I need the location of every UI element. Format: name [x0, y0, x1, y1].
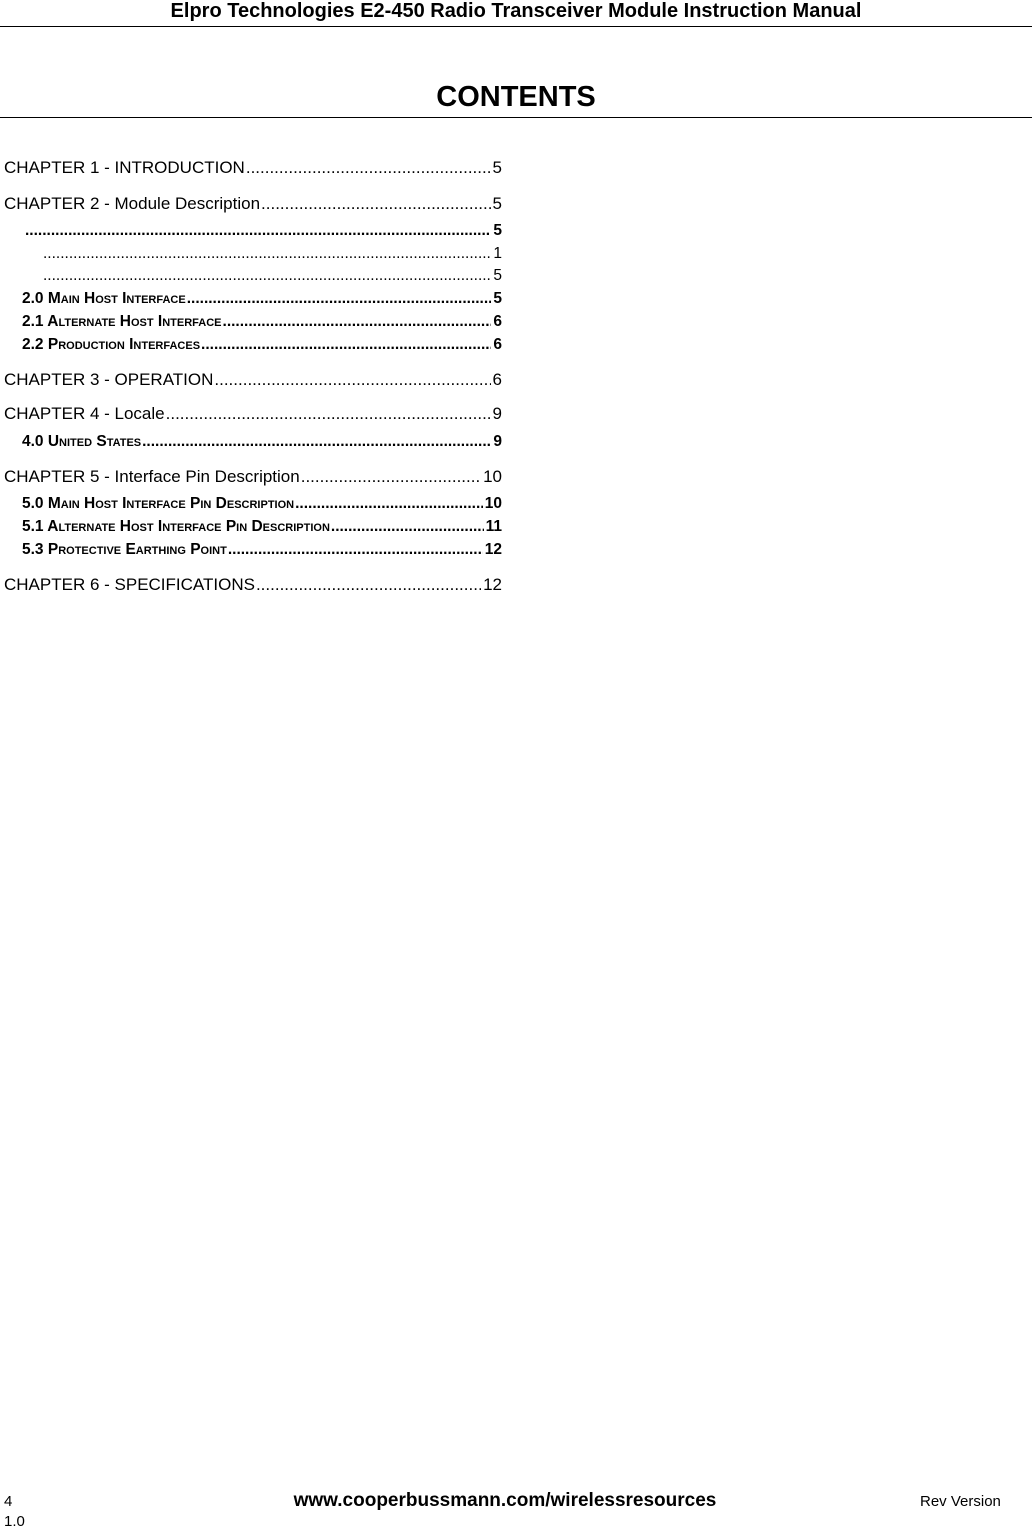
toc-entry-blank[interactable]: ..... 5	[42, 267, 502, 285]
toc-entry-section-5-3[interactable]: 5.3 Protective Earthing Point ..... 12	[22, 541, 502, 559]
toc-entry-section-2-0[interactable]: 2.0 Main Host Interface ..... 5	[22, 290, 502, 308]
toc-entry-section-5-0[interactable]: 5.0 Main Host Interface Pin Description ..... 10	[22, 495, 502, 513]
running-header-title: Elpro Technologies E2-450 Radio Transceiver Module Instruction Manual	[170, 0, 862, 22]
toc-entry-chapter-1[interactable]: CHAPTER 1 - INTRODUCTION ..... 5	[4, 158, 502, 178]
toc-entry-section-2-2[interactable]: 2.2 Production Interfaces ..... 6	[22, 336, 502, 354]
toc-entry-section-2-1[interactable]: 2.1 Alternate Host Interface ..... 6	[22, 313, 502, 331]
toc-entry-section-4-0[interactable]: 4.0 United States ..... 9	[22, 433, 502, 451]
toc-entry-blank[interactable]: ..... 1	[42, 245, 502, 263]
footer-rev-number: 1.0	[4, 1513, 25, 1530]
footer-website-url: www.cooperbussmann.com/wirelessresources	[293, 1490, 717, 1511]
toc-entry-blank[interactable]: ..... 5	[24, 222, 502, 240]
contents-heading: CONTENTS	[436, 81, 596, 113]
toc-entry-chapter-2[interactable]: CHAPTER 2 - Module Description ..... 5	[4, 194, 502, 214]
footer-page-number: 4	[4, 1493, 13, 1510]
header-rule	[0, 26, 1032, 27]
toc-entry-chapter-5[interactable]: CHAPTER 5 - Interface Pin Description ..... 10	[4, 467, 502, 487]
contents-rule	[0, 117, 1032, 118]
toc-entry-section-5-1[interactable]: 5.1 Alternate Host Interface Pin Description ..... 11	[22, 518, 502, 536]
toc-entry-chapter-3[interactable]: CHAPTER 3 - OPERATION ..... 6	[4, 370, 502, 390]
toc-entry-chapter-6[interactable]: CHAPTER 6 - SPECIFICATIONS ..... 12	[4, 575, 502, 595]
toc-entry-chapter-4[interactable]: CHAPTER 4 - Locale ..... 9	[4, 404, 502, 424]
footer-rev-label: Rev Version	[920, 1493, 1001, 1510]
